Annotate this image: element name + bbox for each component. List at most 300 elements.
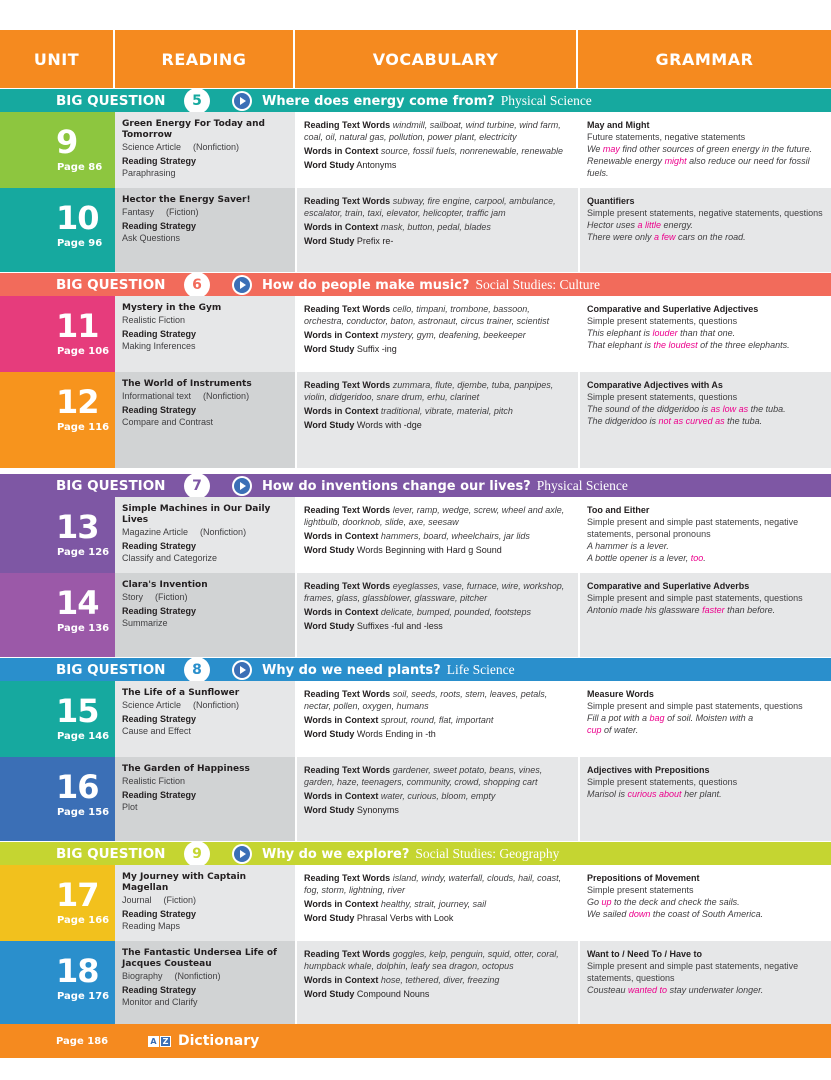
grammar-example [587,327,825,339]
play-triangle [240,97,246,105]
big-question-label: BIG QUESTION [56,846,166,862]
reading-cell [115,757,295,841]
reading-title: The World of Instruments [122,379,252,389]
reading-strategy: Cause and Effect [122,726,191,736]
grammar-highlight: a little [637,220,662,230]
word-study-label: Word Study [304,729,355,739]
grammar-highlight: too [690,553,704,563]
grammar-highlight: down [628,909,651,919]
grammar-example-text: than that one. [677,328,736,338]
reading-text-words-list: zummara, flute, djembe, tuba, panpipes, violin, didgeridoo, snare drum, erhu, clarinet [304,380,554,402]
word-study [304,544,572,556]
play-video-icon[interactable] [232,476,252,496]
reading-strategy-label: Reading Strategy [122,909,197,919]
reading-text-words-list: gardener, sweet potato, beans, vines, garden, haze, teenagers, community, crowd, shopping cart [304,765,543,787]
reading-genre [122,314,289,326]
words-in-context [304,221,572,233]
reading-text-words [304,195,572,219]
unit-row [0,112,831,188]
reading-genre [122,775,289,787]
genre-type: Science Article [122,700,182,710]
unit-page: Page 146 [57,731,110,742]
big-question-text: How do inventions change our lives? [262,478,531,494]
word-study-label: Word Study [304,621,355,631]
grammar-example-text: than before. [724,605,776,615]
words-in-context-list: delicate, bumped, pounded, footsteps [380,607,531,617]
reading-cell [115,112,295,188]
grammar-title: Want to / Need To / Have to [587,949,703,959]
reading-genre [122,141,289,153]
big-question-text: Why do we explore? [262,846,410,862]
reading-title: Clara's Invention [122,580,208,590]
grammar-example-text: the coast of South America. [650,909,764,919]
grammar-example-text: There were only [587,232,655,242]
grammar-cell [578,497,831,573]
unit-number: 16 [56,768,99,806]
big-question-label: BIG QUESTION [56,93,166,109]
unit-page: Page 156 [57,807,110,818]
az-z: Z [160,1036,171,1047]
grammar-title: May and Might [587,120,650,130]
reading-text-words-list: soil, seeds, roots, stem, leaves, petals, nectar, pollen, oxygen, humans [304,689,548,711]
unit-number: 10 [56,199,99,237]
grammar-example [587,552,825,564]
word-study-list: Antonyms [356,160,397,170]
unit-number: 17 [56,876,99,914]
reading-text-words-label: Reading Text Words [304,304,391,314]
word-study-label: Word Study [304,545,355,555]
words-in-context-label: Words in Context [304,715,379,725]
grammar-description: Simple present statements, questions [587,316,738,326]
big-question-subject: Social Studies: Culture [475,277,600,292]
play-video-icon[interactable] [232,844,252,864]
reading-title: Hector the Energy Saver! [122,195,251,205]
reading-cell [115,573,295,657]
reading-title: The Fantastic Undersea Life of Jacques Cousteau [122,948,277,969]
genre-category: (Nonfiction) [203,391,250,401]
reading-text-words-label: Reading Text Words [304,505,391,515]
words-in-context [304,606,572,618]
grammar-title: Too and Either [587,505,650,515]
genre-category: (Fiction) [163,895,197,905]
header-reading: READING [115,30,295,88]
grammar-highlight: a few [654,232,676,242]
word-study-label: Word Study [304,160,355,170]
genre-type: Story [122,592,144,602]
words-in-context-list: traditional, vibrate, material, pitch [380,406,513,416]
grammar-description: Simple present statements, negative statements, questions [587,208,823,218]
reading-text-words-list: lever, ramp, wedge, screw, wheel and axle, lightbulb, doorknob, slide, axe, seesaw [304,505,565,527]
vocabulary-cell [295,681,578,757]
big-question-subject: Physical Science [536,478,628,493]
unit-badge [0,757,115,841]
words-in-context [304,145,572,157]
words-in-context-label: Words in Context [304,607,379,617]
big-question-bar [0,273,831,297]
words-in-context-label: Words in Context [304,975,379,985]
words-in-context [304,714,572,726]
genre-type: Fantasy [122,207,155,217]
reading-text-words [304,119,572,143]
grammar-example-text: Antonio made his glassware [587,605,703,615]
unit-row [0,188,831,272]
reading-strategy: Summarize [122,618,168,628]
unit-row [0,372,831,468]
words-in-context-label: Words in Context [304,146,379,156]
words-in-context-label: Words in Context [304,791,379,801]
big-question-number: 7 [184,473,210,499]
grammar-description: Simple present statements, questions [587,392,738,402]
word-study-list: Phrasal Verbs with Look [356,913,454,923]
grammar-example-text: That elephant is [587,340,654,350]
dictionary-az-icon [148,1036,172,1047]
unit-badge [0,372,115,468]
grammar-description: Simple present and simple past statements, negative statements, questions [587,961,799,983]
word-study-label: Word Study [304,913,355,923]
word-study-label: Word Study [304,805,355,815]
reading-text-words-label: Reading Text Words [304,120,391,130]
big-question-subject: Physical Science [500,93,592,108]
grammar-cell [578,573,831,657]
grammar-cell [578,757,831,841]
reading-title: Green Energy For Today and Tomorrow [122,119,265,140]
reading-text-words-list: eyeglasses, vase, furnace, wire, workshop, frames, glass, glassblower, glassware, pitcher [304,581,565,603]
reading-strategy: Compare and Contrast [122,417,214,427]
words-in-context-label: Words in Context [304,330,379,340]
vocabulary-cell [295,112,578,188]
genre-category: (Nonfiction) [193,142,240,152]
word-study-list: Synonyms [356,805,399,815]
words-in-context [304,898,572,910]
vocabulary-cell [295,188,578,272]
play-circle [234,662,250,678]
words-in-context [304,790,572,802]
word-study [304,343,572,355]
play-video-icon[interactable] [232,91,252,111]
words-in-context-list: water, curious, bloom, empty [380,791,496,801]
play-triangle [240,850,246,858]
play-circle [234,846,250,862]
grammar-example [587,155,825,179]
reading-genre [122,699,289,711]
grammar-highlight: faster [702,605,725,615]
word-study-label: Word Study [304,420,355,430]
reading-genre [122,206,289,218]
play-circle [234,93,250,109]
grammar-example [587,712,825,724]
az-a: A [148,1036,159,1047]
words-in-context [304,530,572,542]
words-in-context [304,405,572,417]
play-circle [234,478,250,494]
big-question-text: How do people make music? [262,277,470,293]
grammar-title: Measure Words [587,689,654,699]
grammar-cell [578,188,831,272]
grammar-title: Comparative and Superlative Adverbs [587,581,750,591]
reading-strategy-label: Reading Strategy [122,790,197,800]
grammar-example-text: her plant. [681,789,722,799]
grammar-highlight: wanted to [628,985,668,995]
grammar-cell [578,681,831,757]
play-video-icon[interactable] [232,660,252,680]
big-question-bar [0,842,831,866]
reading-strategy-label: Reading Strategy [122,714,197,724]
unit-number: 12 [56,383,99,421]
grammar-example-text: energy. [661,220,693,230]
reading-strategy: Monitor and Clarify [122,997,198,1007]
genre-type: Informational text [122,391,192,401]
grammar-highlight: curious about [627,789,682,799]
grammar-example-text: We [587,144,603,154]
grammar-example [587,403,825,415]
grammar-example [587,339,825,351]
words-in-context [304,974,572,986]
footer-page: Page 186 [56,1035,109,1047]
reading-strategy: Ask Questions [122,233,181,243]
grammar-description: Simple present and simple past statements, negative statements, personal pronouns [587,517,799,539]
grammar-example-text: also reduce our need for fossil fuels. [587,156,810,178]
unit-page: Page 116 [57,422,110,433]
word-study [304,419,572,431]
grammar-example-text: This elephant is [587,328,653,338]
reading-strategy: Classify and Categorize [122,553,218,563]
unit-badge [0,941,115,1024]
grammar-cell [578,865,831,941]
vocabulary-cell [295,573,578,657]
word-study [304,804,572,816]
reading-text-words-label: Reading Text Words [304,196,391,206]
unit-number: 13 [56,508,99,546]
reading-genre [122,390,289,402]
big-question-text: Where does energy come from? [262,93,495,109]
grammar-example-text: of water. [601,725,639,735]
grammar-example-text: The sound of the didgeridoo is [587,404,711,414]
big-question-number: 6 [184,272,210,298]
grammar-example-text: Hector uses [587,220,638,230]
grammar-example-text: . [703,553,706,563]
unit-row [0,757,831,841]
top-margin [0,0,831,30]
grammar-example [587,540,825,552]
unit-badge [0,296,115,372]
footer-dictionary: Dictionary [178,1033,260,1049]
reading-text-words [304,379,572,403]
word-study-label: Word Study [304,344,355,354]
genre-category: (Fiction) [155,592,188,602]
grammar-example-text: A bottle opener is a lever, [587,553,691,563]
grammar-highlight: as low as [710,404,749,414]
grammar-example-text: find other sources of green energy in the future. [619,144,812,154]
grammar-example [587,908,825,920]
big-question-bar [0,658,831,682]
genre-category: (Nonfiction) [200,527,247,537]
unit-row [0,497,831,573]
big-question-number: 8 [184,657,210,683]
grammar-example-text: A hammer is a lever. [587,541,669,551]
header-vocabulary: VOCABULARY [295,30,578,88]
word-study-label: Word Study [304,989,355,999]
header-grammar: GRAMMAR [655,49,754,69]
reading-text-words-label: Reading Text Words [304,689,391,699]
reading-strategy: Paraphrasing [122,168,176,178]
vocabulary-cell [295,296,578,372]
reading-text-words-label: Reading Text Words [304,581,391,591]
genre-category: (Nonfiction) [174,971,221,981]
grammar-example-text: the tuba. [748,404,786,414]
vocabulary-cell [295,372,578,468]
words-in-context-list: source, fossil fuels, nonrenewable, renewable [380,146,563,156]
word-study-list: Words Ending in -th [356,729,436,739]
unit-page: Page 106 [57,346,110,357]
grammar-example-text: the tuba. [724,416,763,426]
word-study [304,159,572,171]
big-question-bar [0,474,831,498]
grammar-example-text: stay underwater longer. [667,985,764,995]
grammar-highlight: cup [587,725,602,735]
grammar-highlight: might [664,156,687,166]
unit-number: 15 [56,692,99,730]
big-question-text: Why do we need plants? [262,662,441,678]
unit-number: 9 [56,123,78,161]
reading-strategy-label: Reading Strategy [122,156,197,166]
reading-cell [115,865,295,941]
reading-title: Mystery in the Gym [122,303,222,313]
footer-bar [0,1024,831,1058]
word-study [304,620,572,632]
grammar-example [587,415,825,427]
unit-row [0,681,831,757]
genre-category: (Fiction) [166,207,199,217]
word-study-list: Suffixes -ful and -less [356,621,443,631]
grammar-example [587,984,825,996]
words-in-context-list: healthy, strait, journey, sail [380,899,487,909]
genre-type: Journal [122,895,152,905]
word-study [304,235,572,247]
words-in-context-list: sprout, round, flat, important [380,715,494,725]
genre-category: (Nonfiction) [193,700,240,710]
grammar-example-text: of soil. Moisten with a [664,713,754,723]
unit-row [0,865,831,941]
reading-strategy-label: Reading Strategy [122,606,197,616]
reading-text-words-list: cello, timpani, trombone, bassoon, orchestra, conductor, baton, astronaut, circus trainer, scientist [304,304,550,326]
unit-number: 14 [56,584,99,622]
grammar-cell [578,296,831,372]
reading-text-words [304,948,572,972]
grammar-example-text: cars on the road. [675,232,746,242]
unit-page: Page 86 [57,162,103,173]
unit-page: Page 136 [57,623,110,634]
big-question-number: 9 [184,841,210,867]
unit-badge [0,188,115,272]
unit-number: 11 [56,307,99,345]
grammar-title: Adjectives with Prepositions [587,765,710,775]
word-study [304,728,572,740]
big-question-subject: Life Science [446,662,515,677]
reading-text-words-label: Reading Text Words [304,949,391,959]
reading-title: My Journey with Captain Magellan [122,872,247,893]
grammar-description: Future statements, negative statements [587,132,746,142]
grammar-highlight: louder [652,328,678,338]
reading-text-words-label: Reading Text Words [304,380,391,390]
play-triangle [240,666,246,674]
reading-strategy-label: Reading Strategy [122,985,197,995]
grammar-example-text: Marisol is [587,789,628,799]
reading-text-words [304,688,572,712]
unit-badge [0,865,115,941]
reading-cell [115,941,295,1024]
grammar-example [587,231,825,243]
reading-cell [115,681,295,757]
word-study-list: Compound Nouns [356,989,430,999]
word-study-list: Words with -dge [356,420,422,430]
reading-text-words-list: windmill, sailboat, wind turbine, wind farm, coal, oil, natural gas, pollution, power plant, electricity [304,120,561,142]
grammar-description: Simple present statements, questions [587,777,738,787]
reading-strategy-label: Reading Strategy [122,405,197,415]
words-in-context-label: Words in Context [304,531,379,541]
unit-badge [0,573,115,657]
grammar-example [587,143,825,155]
grammar-example-text: Fill a pot with a [587,713,650,723]
grammar-example [587,219,825,231]
genre-type: Realistic Fiction [122,776,186,786]
table-header [0,30,831,88]
reading-text-words-list: subway, fire engine, carpool, ambulance, escalator, train, taxi, elevator, helicopter, traffic jam [304,196,556,218]
grammar-example [587,724,825,736]
word-study [304,912,572,924]
grammar-example-text: Go [587,897,602,907]
grammar-example [587,604,825,616]
unit-number: 18 [56,952,99,990]
reading-strategy: Reading Maps [122,921,181,931]
words-in-context-list: hose, tethered, diver, freezing [380,975,500,985]
grammar-cell [578,372,831,468]
grammar-title: Comparative and Superlative Adjectives [587,304,759,314]
reading-text-words [304,504,572,528]
vocabulary-cell [295,865,578,941]
reading-genre [122,894,289,906]
words-in-context-list: hammers, board, wheelchairs, jar lids [380,531,530,541]
play-circle [234,277,250,293]
unit-page: Page 176 [57,991,110,1002]
unit-row [0,573,831,657]
genre-type: Biography [122,971,163,981]
header-unit: UNIT [0,30,115,88]
words-in-context-label: Words in Context [304,899,379,909]
grammar-example [587,896,825,908]
big-question-label: BIG QUESTION [56,478,166,494]
play-video-icon[interactable] [232,275,252,295]
word-study-list: Suffix -ing [356,344,397,354]
grammar-cell [578,112,831,188]
grammar-example-text: to the deck and check the sails. [611,897,740,907]
grammar-description: Simple present and simple past statements, questions [587,701,803,711]
grammar-example [587,788,825,800]
reading-genre [122,970,289,982]
reading-strategy-label: Reading Strategy [122,541,197,551]
reading-strategy-label: Reading Strategy [122,221,197,231]
big-question-label: BIG QUESTION [56,662,166,678]
grammar-highlight: the loudest [653,340,698,350]
words-in-context [304,329,572,341]
reading-strategy-label: Reading Strategy [122,329,197,339]
word-study [304,988,572,1000]
reading-text-words-label: Reading Text Words [304,765,391,775]
grammar-example-text: Cousteau [587,985,629,995]
grammar-example-text: We sailed [587,909,629,919]
reading-title: The Life of a Sunflower [122,688,240,698]
grammar-title: Comparative Adjectives with As [587,380,723,390]
grammar-highlight: up [601,897,612,907]
